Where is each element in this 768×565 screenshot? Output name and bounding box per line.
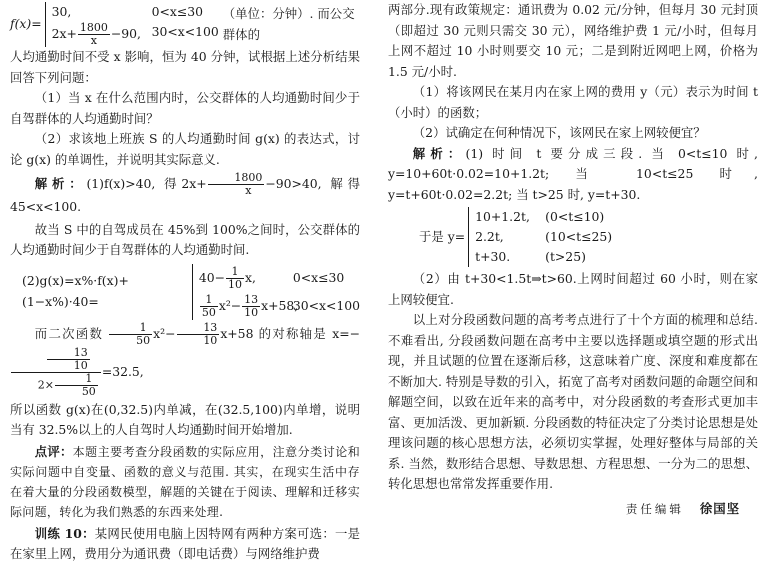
y-function-definition [419,207,758,267]
f-case2-fraction: $\frac{1800}{x}$ [79,21,108,47]
f-case2-pre: 2x+ [51,26,77,41]
left-column [10,0,360,565]
y-lhs: 于是 y= [419,228,466,244]
right-solution-text: (1) 时间 t 要分成三段. 当 0<t≤10 时, y=10+60t·0.02=10+1.2t; 当 10<t≤25 时, y=t+60t·0.02=2.2t; 当 t>25 时, y=t+30. [388,145,758,202]
f-case1-cond: 0<x≤30 [151,4,204,19]
question-2: （2）求该地上班族 S 的人均通勤时间 g(x) 的表达式，讨论 g(x) 的单调性，并说明其实际意义. [10,131,360,167]
comment-paragraph [10,442,360,522]
f-case2-cond: 30<x<100 [151,24,219,39]
training-10-paragraph [10,524,360,565]
editor-credit [388,499,758,520]
editor-label: 责任编辑 [625,501,684,516]
g-case1-cond: 0<x≤30 [292,269,345,285]
g-cases: 40− $\frac{1}{10}$ x, 0<x≤30 $\frac{1}{50}$ x²− $\frac{13}{10}$ x+58, 30<x<100 [192,264,360,320]
fee-paragraph: 两部分.现有政策规定：通讯费为 0.02 元/分钟，但每月 30 元封顶（即超过 30 元则只需交 30 元），网络维护费 1 元/小时，但每月上网不超过 10 小时则要交 10 元；二是到附近网吧上网，价格为 1.5 元/小时. [388,2,758,79]
summary-paragraph: 以上对分段函数问题的高考考点进行了十个方面的梳理和总结. 不难看出, 分段函数问题在高考中主要以选择题或填空题的形式出现，并且试题的位置在逐渐后移，这意味着广度、深度和难度都在不断加大. 特别是导数的引入，拓宽了高考对函数问题的命题空间和解题空间，以致在近年来的高考中，对分段函数的考查形式更加丰富、更加活泼、更加新颖. 分段函数的特征决定了分类讨论思想是处理该问题的核心思想方法，必须切实掌握，处理好整体与局部的关系. 当然，数形结合思想、导数思想、方程思想、一分为二的思想、转化思想也常常发挥重要作用. [388,312,758,491]
solution-label: 解析： [34,176,87,191]
f-cases [45,2,219,47]
right-question-2: （2）试确定在何种情况下，该网民在家上网较便宜？ [412,125,706,140]
right-solution-label: 解析： [412,145,466,161]
f-case1-expr: 30, [51,4,72,19]
training-label: 训练 10： [34,525,95,541]
editor-name: 徐国坚 [699,500,740,516]
comment-label: 点评： [34,443,73,459]
conclusion-1: 故当 S 中的自驾成员在 45%到 100%之间时，公交群体的人均通勤时间少于自驾群体的人均通勤时间. [10,221,360,257]
g-function-definition [22,264,360,320]
right-question-1: （1）将该网民在某月内在家上网的费用 y（元）表示为时间 t（小时）的函数； [388,84,758,120]
question-1: （1）当 x 在什么范围内时，公交群体的人均通勤时间少于自驾群体的人均通勤时间？ [10,90,360,126]
f-function-definition [10,2,360,47]
sol1-fraction: $\frac{1800}{x}$ [208,172,265,197]
y-cases: 10+1.2t, (0<t≤10) 2.2t, (10<t≤25) t+30. (t>25) [468,207,612,267]
g-lhs: (2)g(x)=x%·f(x)+(1−x%)·40= [22,273,129,309]
training-text: 某网民使用电脑上因特网有两种方案可选：一是在家里上网，费用分为通讯费（即电话费）与网络维护费 [10,525,360,561]
f-lhs: f(x)= [10,16,42,32]
comment-text: 本题主要考查分段函数的实际应用，注意分类讨论和实际问题中自变量、函数的意义与范围. 其实，在现实生活中存在着大量的分段函数模型，解题的关键在于阅读、理解和迁移实际问题，转化为我们熟悉的东西来处理. [10,444,361,519]
monotonicity-paragraph: 所以函数 g(x)在(0,32.5)内单减，在(32.5,100)内单增，说明当有 32.5%以上的人自驾时人均通勤时间开始增加. [10,401,360,437]
axis-of-symmetry: 而二次函数 $\frac{1}{50}$ x²− $\frac{13}{10}$ x+58 的对称轴是 x=− $\frac{13}{10}$ 2× $\frac{1}{50}$ =32.5, [10,322,360,398]
solution-1: 解析：(1)f(x)>40, 得2x+ $\frac{1800}{x}$ −90>40, 解得 45<x<100. [10,171,360,214]
right-part-2: （2）由 t+30<1.5t⇒t>60.上网时间超过 60 小时，则在家上网较便宜. [388,271,758,307]
intro-paragraph: 人均通勤时间不受 x 影响，恒为 40 分钟，试根据上述分析结果回答下列问题： [10,49,360,85]
g-case2-cond: 30<x<100 [292,297,360,313]
f-case2-post: −90, [110,26,141,41]
f-tail-text: （单位：分钟）. 而公交群体的 [222,6,355,42]
axis-big-fraction: $\frac{13}{10}$ 2× $\frac{1}{50}$ [11,347,101,398]
right-solution [388,144,758,206]
right-column [388,0,758,519]
